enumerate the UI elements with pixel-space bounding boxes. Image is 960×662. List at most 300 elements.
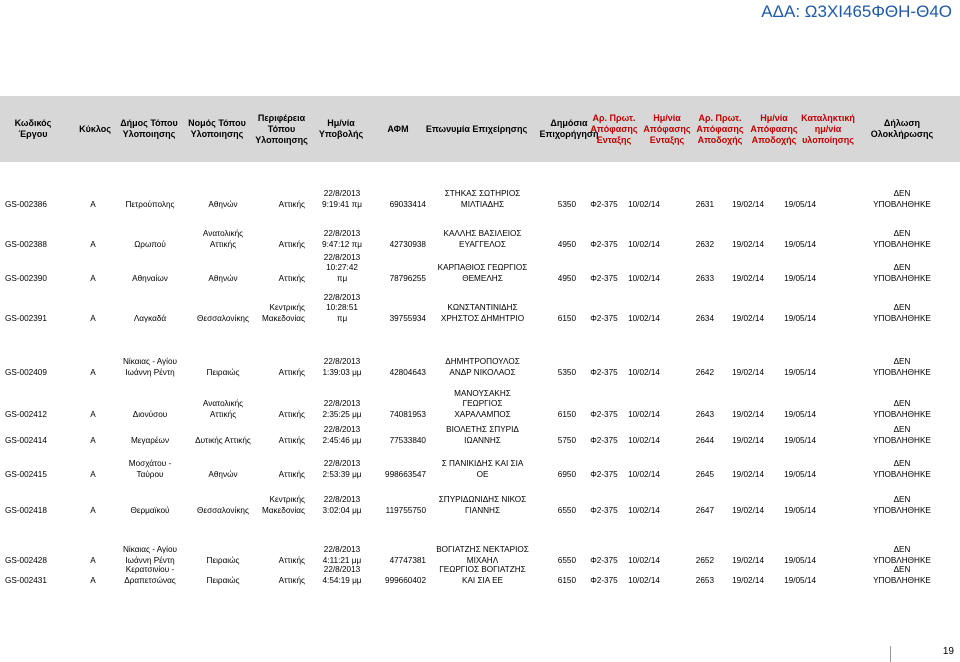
- ada-label: ΑΔΑ: Ω3ΧΙ465ΦΘΗ-Θ4Ο: [761, 2, 952, 21]
- column-header-1: Κωδικός Έργου: [14, 118, 52, 139]
- cell-code: [5, 560, 69, 586]
- cell-text: 6950: [557, 469, 576, 479]
- page-number: 19: [890, 646, 960, 662]
- cell-submitted: [312, 454, 372, 480]
- cell-text: 42730938: [389, 239, 426, 249]
- cell-municipality: [110, 454, 190, 480]
- cell-text: Α: [90, 555, 96, 565]
- cell-deadline: [766, 560, 816, 586]
- cell-text: 19/05/14: [784, 435, 816, 445]
- cell-company: [420, 224, 545, 250]
- cell-code: [5, 288, 69, 324]
- cell-municipality: [110, 342, 190, 378]
- cell-text: Ανατολικής Αττικής: [202, 399, 244, 419]
- cell-afm: [372, 560, 426, 586]
- cell-completion: [856, 224, 948, 250]
- cell-municipality: [110, 288, 190, 324]
- cell-completion: [856, 420, 948, 446]
- cell-region: [250, 184, 305, 210]
- cell-text: GS-002415: [5, 469, 47, 479]
- cell-deadline: [766, 248, 816, 284]
- cell-submitted: [312, 490, 372, 516]
- cell-region: [250, 490, 305, 516]
- cell-text: GS-002431: [5, 575, 47, 585]
- cell-text: GS-002386: [5, 199, 47, 209]
- cell-company: [420, 490, 545, 516]
- cell-region: [250, 342, 305, 378]
- cell-text: 2653: [695, 575, 714, 585]
- cell-text: Α: [90, 273, 96, 283]
- cell-text: Κεντρικής Μακεδονίας: [261, 495, 305, 515]
- cell-code: [5, 184, 69, 210]
- cell-text: 22/8/2013 2:35:25 μμ: [322, 399, 362, 419]
- cell-afm: [372, 384, 426, 420]
- column-header-4: Νομός Τόπου Υλοποιησης: [188, 118, 246, 139]
- cell-acc-no: [674, 184, 714, 210]
- cell-text: 10/02/14: [628, 435, 660, 445]
- cell-text: ΒΟΓΙΑΤΖΗΣ ΝΕΚΤΑΡΙΟΣ ΜΙΧΑΗΛ: [436, 545, 529, 565]
- cell-text: 6550: [557, 555, 576, 565]
- cell-text: 6150: [557, 409, 576, 419]
- cell-text: Σ ΠΑΝΙΚΙΔΗΣ ΚΑΙ ΣΙΑ ΟΕ: [441, 459, 524, 479]
- cell-text: Φ2-375: [590, 469, 618, 479]
- cell-deadline: [766, 454, 816, 480]
- cell-prefecture: [186, 384, 260, 420]
- cell-text: 10/02/14: [628, 239, 660, 249]
- cell-text: 2631: [695, 199, 714, 209]
- cell-prefecture: [186, 184, 260, 210]
- cell-submitted: [312, 420, 372, 446]
- cell-grant: [538, 384, 576, 420]
- cell-submitted: [312, 224, 372, 250]
- cell-cycle: [86, 560, 100, 586]
- cell-text: Αθηνών: [208, 469, 238, 479]
- cell-company: [420, 184, 545, 210]
- cell-text: ΣΤΗΚΑΣ ΣΩΤΗΡΙΟΣ ΜΙΛΤΙΑΔΗΣ: [444, 189, 521, 209]
- cell-text: 10/02/14: [628, 555, 660, 565]
- cell-text: 6150: [557, 575, 576, 585]
- cell-acc-no: [674, 224, 714, 250]
- cell-cycle: [86, 248, 100, 284]
- cell-municipality: [110, 224, 190, 250]
- cell-text: Α: [90, 199, 96, 209]
- cell-completion: [856, 248, 948, 284]
- cell-text: 119755750: [385, 505, 426, 515]
- cell-text: 2645: [695, 469, 714, 479]
- cell-text: GS-002418: [5, 505, 47, 515]
- cell-text: GS-002414: [5, 435, 47, 445]
- cell-text: Αττικής: [278, 469, 305, 479]
- cell-afm: [372, 454, 426, 480]
- cell-text: 39755934: [389, 313, 426, 323]
- cell-inc-date: [620, 224, 668, 250]
- cell-prefecture: [186, 560, 260, 586]
- cell-text: Αττικής: [278, 199, 305, 209]
- cell-region: [250, 288, 305, 324]
- cell-text: Αττικής: [278, 273, 305, 283]
- cell-afm: [372, 224, 426, 250]
- cell-code: [5, 384, 69, 420]
- cell-company: [420, 420, 545, 446]
- cell-inc-date: [620, 288, 668, 324]
- cell-submitted: [312, 342, 372, 378]
- cell-text: Πετρούπολης: [125, 199, 175, 209]
- column-header-13: Ημ/νία Απόφασης Αποδοχής: [750, 112, 798, 145]
- cell-text: 19/02/14: [732, 555, 764, 565]
- cell-completion: [856, 184, 948, 210]
- cell-text: Φ2-375: [590, 435, 618, 445]
- cell-text: 47747381: [389, 555, 426, 565]
- cell-inc-date: [620, 342, 668, 378]
- cell-submitted: [312, 288, 372, 324]
- cell-cycle: [86, 342, 100, 378]
- cell-municipality: [110, 184, 190, 210]
- cell-text: Διονύσου: [132, 409, 168, 419]
- cell-deadline: [766, 224, 816, 250]
- cell-text: Δυτικής Αττικής: [195, 435, 251, 445]
- cell-text: Πειραιώς: [206, 575, 240, 585]
- cell-text: Θεσσαλονίκης: [197, 505, 249, 515]
- cell-grant: [538, 184, 576, 210]
- cell-text: 19/05/14: [784, 409, 816, 419]
- cell-submitted: [312, 184, 372, 210]
- cell-text: 2644: [695, 435, 714, 445]
- cell-acc-no: [674, 342, 714, 378]
- cell-completion: [856, 560, 948, 586]
- cell-text: ΔΕΝ ΥΠΟΒΛΗΘΗΚΕ: [873, 459, 931, 479]
- cell-text: 19/02/14: [732, 469, 764, 479]
- cell-prefecture: [186, 248, 260, 284]
- cell-region: [250, 248, 305, 284]
- cell-text: Φ2-375: [590, 313, 618, 323]
- cell-text: Νίκαιας - Αγίου Ιωάννη Ρέντη: [122, 545, 178, 565]
- cell-company: [420, 288, 545, 324]
- cell-text: ΔΕΝ ΥΠΟΒΛΗΘΗΚΕ: [873, 229, 931, 249]
- cell-company: [420, 560, 545, 586]
- cell-acc-no: [674, 384, 714, 420]
- column-header-11: Ημ/νία Απόφασης Ενταξης: [643, 112, 691, 145]
- cell-grant: [538, 560, 576, 586]
- cell-text: Αττικής: [278, 367, 305, 377]
- cell-text: 10/02/14: [628, 313, 660, 323]
- cell-text: 4950: [557, 239, 576, 249]
- cell-prefecture: [186, 454, 260, 480]
- cell-text: 2652: [695, 555, 714, 565]
- cell-text: 2643: [695, 409, 714, 419]
- cell-submitted: [312, 248, 372, 284]
- cell-inc-date: [620, 454, 668, 480]
- cell-text: Α: [90, 575, 96, 585]
- cell-text: Αθηναίων: [132, 273, 168, 283]
- cell-text: Αττικής: [278, 409, 305, 419]
- cell-text: 5350: [557, 199, 576, 209]
- cell-text: 10/02/14: [628, 273, 660, 283]
- cell-text: ΔΗΜΗΤΡΟΠΟΥΛΟΣ ΑΝΔΡ ΝΙΚΟΛΑΟΣ: [445, 357, 520, 377]
- cell-municipality: [110, 248, 190, 284]
- cell-grant: [538, 288, 576, 324]
- cell-text: 10/02/14: [628, 575, 660, 585]
- cell-text: GS-002390: [5, 273, 47, 283]
- cell-acc-date: [714, 420, 764, 446]
- cell-acc-no: [674, 288, 714, 324]
- column-header-12: Αρ. Πρωτ. Απόφασης Αποδοχής: [696, 112, 744, 145]
- cell-text: ΔΕΝ ΥΠΟΒΛΗΘΗΚΕ: [873, 263, 931, 283]
- cell-text: 4950: [557, 273, 576, 283]
- cell-text: 6150: [557, 313, 576, 323]
- cell-text: Φ2-375: [590, 199, 618, 209]
- cell-region: [250, 560, 305, 586]
- cell-text: Φ2-375: [590, 367, 618, 377]
- cell-code: [5, 420, 69, 446]
- cell-municipality: [110, 490, 190, 516]
- cell-prefecture: [186, 224, 260, 250]
- cell-text: 2632: [695, 239, 714, 249]
- cell-text: 69033414: [389, 199, 426, 209]
- cell-code: [5, 342, 69, 378]
- cell-acc-date: [714, 248, 764, 284]
- cell-text: 22/8/2013 10:28:51 πμ: [323, 292, 361, 323]
- cell-text: ΔΕΝ ΥΠΟΒΛΗΘΗΚΕ: [873, 495, 931, 515]
- column-header-2: Κύκλος: [79, 123, 111, 134]
- cell-text: 19/02/14: [732, 367, 764, 377]
- cell-text: Αττικής: [278, 575, 305, 585]
- cell-inc-date: [620, 560, 668, 586]
- cell-afm: [372, 184, 426, 210]
- cell-company: [420, 384, 545, 420]
- cell-afm: [372, 248, 426, 284]
- cell-text: ΔΕΝ ΥΠΟΒΛΗΘΗΚΕ: [873, 545, 931, 565]
- cell-text: 10/02/14: [628, 409, 660, 419]
- cell-inc-date: [620, 384, 668, 420]
- cell-text: ΔΕΝ ΥΠΟΒΛΗΘΗΚΕ: [873, 189, 931, 209]
- cell-cycle: [86, 184, 100, 210]
- cell-completion: [856, 288, 948, 324]
- cell-text: 77533840: [389, 435, 426, 445]
- cell-inc-date: [620, 184, 668, 210]
- cell-grant: [538, 224, 576, 250]
- cell-code: [5, 454, 69, 480]
- cell-text: 19/02/14: [732, 409, 764, 419]
- cell-afm: [372, 490, 426, 516]
- cell-deadline: [766, 288, 816, 324]
- cell-text: 22/8/2013 9:47:12 πμ: [322, 229, 362, 249]
- cell-acc-date: [714, 288, 764, 324]
- cell-acc-date: [714, 184, 764, 210]
- cell-text: 19/02/14: [732, 199, 764, 209]
- cell-submitted: [312, 560, 372, 586]
- cell-text: 22/8/2013 1:39:03 μμ: [322, 357, 362, 377]
- cell-grant: [538, 454, 576, 480]
- cell-prefecture: [186, 490, 260, 516]
- cell-text: GS-002412: [5, 409, 47, 419]
- column-header-10: Αρ. Πρωτ. Απόφασης Ενταξης: [590, 112, 638, 145]
- cell-cycle: [86, 490, 100, 516]
- cell-text: 10/02/14: [628, 367, 660, 377]
- cell-municipality: [110, 420, 190, 446]
- cell-text: GS-002388: [5, 239, 47, 249]
- cell-text: Φ2-375: [590, 555, 618, 565]
- cell-completion: [856, 384, 948, 420]
- cell-text: ΜΑΝΟΥΣΑΚΗΣ ΓΕΩΡΓΙΟΣ ΧΑΡΑΛΑΜΠΟΣ: [454, 388, 511, 419]
- cell-text: 19/05/14: [784, 505, 816, 515]
- cell-afm: [372, 420, 426, 446]
- cell-grant: [538, 248, 576, 284]
- cell-text: Πειραιώς: [206, 555, 240, 565]
- cell-acc-date: [714, 560, 764, 586]
- cell-deadline: [766, 184, 816, 210]
- cell-company: [420, 454, 545, 480]
- cell-text: Ανατολικής Αττικής: [202, 229, 244, 249]
- cell-cycle: [86, 454, 100, 480]
- cell-prefecture: [186, 420, 260, 446]
- cell-submitted: [312, 384, 372, 420]
- column-header-5: Περιφέρεια Τόπου Υλοποιησης: [255, 112, 308, 145]
- cell-text: GS-002409: [5, 367, 47, 377]
- cell-region: [250, 224, 305, 250]
- cell-text: 19/02/14: [732, 575, 764, 585]
- cell-region: [250, 454, 305, 480]
- cell-text: 999660402: [385, 575, 426, 585]
- cell-text: 19/05/14: [784, 469, 816, 479]
- cell-completion: [856, 454, 948, 480]
- cell-text: 19/05/14: [784, 273, 816, 283]
- cell-inc-date: [620, 248, 668, 284]
- cell-text: 19/02/14: [732, 239, 764, 249]
- cell-deadline: [766, 342, 816, 378]
- cell-text: 42804643: [389, 367, 426, 377]
- cell-text: 2633: [695, 273, 714, 283]
- cell-text: Θεσσαλονίκης: [197, 313, 249, 323]
- cell-cycle: [86, 224, 100, 250]
- cell-text: 10/02/14: [628, 469, 660, 479]
- cell-text: 22/8/2013 4:54:19 μμ: [322, 565, 362, 585]
- cell-text: 78796255: [389, 273, 426, 283]
- cell-text: ΚΑΡΠΑΘΙΟΣ ΓΕΩΡΓΙΟΣ ΘΕΜΕΛΗΣ: [437, 263, 528, 283]
- cell-text: 2642: [695, 367, 714, 377]
- cell-text: 10/02/14: [628, 199, 660, 209]
- cell-text: Αττικής: [278, 555, 305, 565]
- cell-text: Α: [90, 435, 96, 445]
- cell-text: 19/02/14: [732, 505, 764, 515]
- cell-text: 19/02/14: [732, 273, 764, 283]
- cell-completion: [856, 342, 948, 378]
- cell-text: ΔΕΝ ΥΠΟΒΛΗΘΗΚΕ: [873, 565, 931, 585]
- cell-text: 19/02/14: [732, 435, 764, 445]
- cell-cycle: [86, 420, 100, 446]
- column-header-15: Δήλωση Ολοκλήρωσης: [870, 118, 934, 139]
- cell-text: Νίκαιας - Αγίου Ιωάννη Ρέντη: [122, 357, 178, 377]
- cell-text: 19/05/14: [784, 239, 816, 249]
- cell-text: ΔΕΝ ΥΠΟΒΛΗΘΗΚΕ: [873, 303, 931, 323]
- cell-text: Α: [90, 313, 96, 323]
- cell-text: 2647: [695, 505, 714, 515]
- cell-text: Αθηνών: [208, 199, 238, 209]
- cell-grant: [538, 420, 576, 446]
- cell-company: [420, 248, 545, 284]
- cell-deadline: [766, 490, 816, 516]
- cell-text: GS-002428: [5, 555, 47, 565]
- cell-cycle: [86, 288, 100, 324]
- cell-acc-date: [714, 384, 764, 420]
- cell-municipality: [110, 560, 190, 586]
- cell-text: ΚΑΛΛΗΣ ΒΑΣΙΛΕΙΟΣ ΕΥΑΓΓΕΛΟΣ: [443, 229, 522, 249]
- cell-text: Α: [90, 239, 96, 249]
- cell-text: ΔΕΝ ΥΠΟΒΛΗΘΗΚΕ: [873, 357, 931, 377]
- cell-acc-no: [674, 454, 714, 480]
- cell-text: Κεντρικής Μακεδονίας: [261, 303, 305, 323]
- cell-text: Πειραιώς: [206, 367, 240, 377]
- cell-text: Μεγαρέων: [130, 435, 170, 445]
- cell-text: 74081953: [389, 409, 426, 419]
- cell-afm: [372, 342, 426, 378]
- cell-text: 22/8/2013 2:45:46 μμ: [322, 425, 362, 445]
- cell-cycle: [86, 384, 100, 420]
- cell-region: [250, 420, 305, 446]
- cell-text: 19/05/14: [784, 367, 816, 377]
- column-header-8: Επωνυμία Επιχείρησης: [425, 123, 528, 134]
- cell-acc-date: [714, 342, 764, 378]
- cell-text: Φ2-375: [590, 575, 618, 585]
- cell-grant: [538, 490, 576, 516]
- cell-text: Α: [90, 367, 96, 377]
- cell-company: [420, 342, 545, 378]
- cell-text: 998663547: [385, 469, 426, 479]
- cell-text: Μοσχάτου - Ταύρου: [128, 459, 172, 479]
- cell-text: ΣΠΥΡΙΔΩΝΙΔΗΣ ΝΙΚΟΣ ΓΙΑΝΝΗΣ: [438, 495, 527, 515]
- cell-prefecture: [186, 288, 260, 324]
- cell-completion: [856, 490, 948, 516]
- cell-text: 19/02/14: [732, 313, 764, 323]
- cell-text: Φ2-375: [590, 409, 618, 419]
- cell-text: 19/05/14: [784, 313, 816, 323]
- cell-acc-date: [714, 224, 764, 250]
- cell-text: ΓΕΩΡΓΙΟΣ ΒΟΓΙΑΤΖΗΣ ΚΑΙ ΣΙΑ ΕΕ: [439, 565, 526, 585]
- cell-text: 19/05/14: [784, 199, 816, 209]
- cell-text: 22/8/2013 2:53:39 μμ: [322, 459, 362, 479]
- cell-text: 19/05/14: [784, 575, 816, 585]
- cell-text: ΔΕΝ ΥΠΟΒΛΗΘΗΚΕ: [873, 425, 931, 445]
- cell-acc-no: [674, 420, 714, 446]
- cell-text: 6550: [557, 505, 576, 515]
- cell-deadline: [766, 420, 816, 446]
- cell-acc-no: [674, 248, 714, 284]
- cell-text: Κερατσινίου - Δραπετσώνας: [124, 565, 176, 585]
- cell-acc-date: [714, 454, 764, 480]
- column-header-14: Καταληκτική ημ/νία υλοποίησης: [801, 112, 855, 145]
- cell-acc-no: [674, 490, 714, 516]
- cell-text: Α: [90, 505, 96, 515]
- cell-grant: [538, 342, 576, 378]
- cell-text: ΒΙΟΛΕΤΗΣ ΣΠΥΡΙΔ ΙΩΑΝΝΗΣ: [446, 425, 519, 445]
- cell-inc-date: [620, 490, 668, 516]
- column-header-6: Ημ/νία Υποβολής: [318, 118, 364, 139]
- column-header-7: ΑΦΜ: [387, 123, 409, 134]
- cell-text: Ωρωπού: [134, 239, 166, 249]
- cell-region: [250, 384, 305, 420]
- cell-prefecture: [186, 342, 260, 378]
- cell-text: 22/8/2013 3:02:04 μμ: [322, 495, 362, 515]
- cell-afm: [372, 288, 426, 324]
- cell-text: Φ2-375: [590, 505, 618, 515]
- cell-code: [5, 248, 69, 284]
- cell-code: [5, 490, 69, 516]
- cell-text: 2634: [695, 313, 714, 323]
- cell-text: 5750: [557, 435, 576, 445]
- cell-text: Λαγκαδά: [133, 313, 167, 323]
- cell-text: Αττικής: [278, 239, 305, 249]
- cell-text: GS-002391: [5, 313, 47, 323]
- cell-text: 22/8/2013 9:19:41 πμ: [322, 189, 362, 209]
